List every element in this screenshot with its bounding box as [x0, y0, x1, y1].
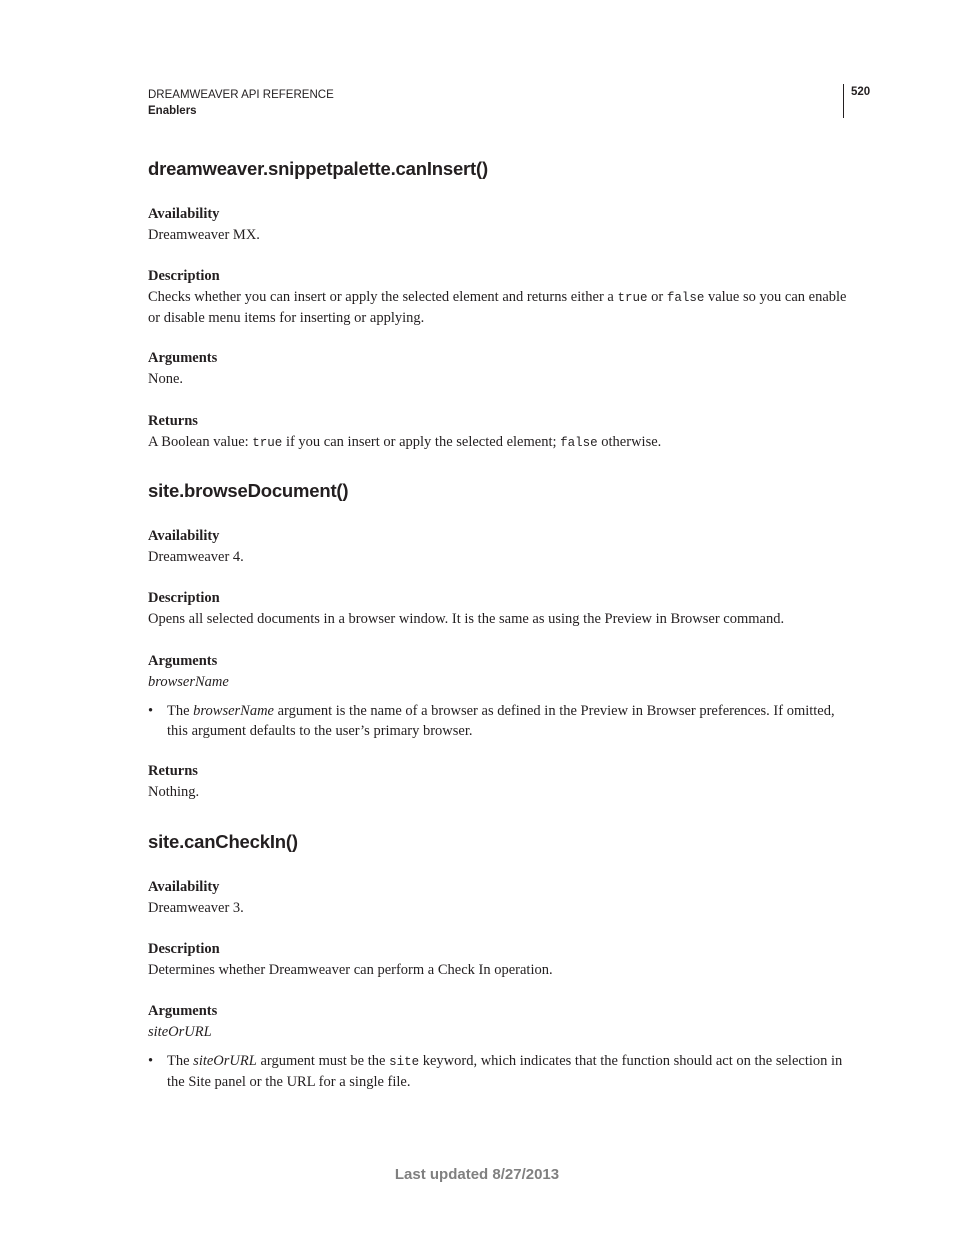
arguments-label: Arguments	[148, 350, 218, 366]
arguments-label: Arguments	[148, 653, 218, 669]
description-text: Determines whether Dreamweaver can perform a Check In operation.	[148, 962, 553, 978]
returns-text: Nothing.	[148, 784, 200, 800]
returns-label: Returns	[148, 413, 198, 429]
arguments-text: None.	[148, 371, 184, 387]
doc-title: DREAMWEAVER API REFERENCE	[148, 89, 334, 101]
description-text: Checks whether you can insert or apply the selected element and returns either a true or false value so you can enable or disable menu items for inserting or applying.	[148, 289, 847, 326]
section-cancheckin	[148, 830, 848, 1090]
availability-text: Dreamweaver 3.	[148, 900, 244, 916]
returns-label: Returns	[148, 763, 198, 779]
page-number: 520	[851, 86, 871, 98]
section-caninsert	[148, 157, 848, 450]
section-title: site.canCheckIn()	[148, 831, 298, 852]
argument-bullet: • The siteOrURL argument must be the site keyword, which indicates that the function should act on the selection in the Site panel or the URL for a single file.	[148, 1053, 843, 1090]
bullet-mark: •	[148, 1053, 154, 1069]
header-divider	[843, 84, 844, 118]
availability-text: Dreamweaver 4.	[148, 549, 244, 565]
section-browsedocument	[148, 479, 848, 800]
section-title: site.browseDocument()	[148, 480, 349, 501]
availability-text: Dreamweaver MX.	[148, 227, 260, 243]
description-label: Description	[148, 941, 220, 957]
footer-last-updated: Last updated 8/27/2013	[394, 1166, 560, 1183]
section-title: dreamweaver.snippetpalette.canInsert()	[148, 158, 488, 179]
availability-label: Availability	[148, 528, 220, 544]
description-label: Description	[148, 590, 220, 606]
availability-label: Availability	[148, 879, 220, 895]
availability-label: Availability	[148, 206, 220, 222]
arguments-label: Arguments	[148, 1003, 218, 1019]
description-text: Opens all selected documents in a browser window. It is the same as using the Preview in Browser command.	[148, 611, 785, 627]
bullet-mark: •	[148, 703, 154, 719]
chapter-name: Enablers	[148, 105, 197, 117]
description-label: Description	[148, 268, 220, 284]
running-header	[148, 87, 334, 119]
returns-text: A Boolean value: true if you can insert or apply the selected element; false otherwise.	[148, 434, 662, 450]
argument-name: browserName	[148, 674, 229, 690]
argument-bullet: • The browserName argument is the name of a browser as defined in the Preview in Browser preferences. If omitted, this argument defaults to the user’s primary browser.	[148, 703, 835, 739]
argument-name: siteOrURL	[148, 1024, 212, 1040]
